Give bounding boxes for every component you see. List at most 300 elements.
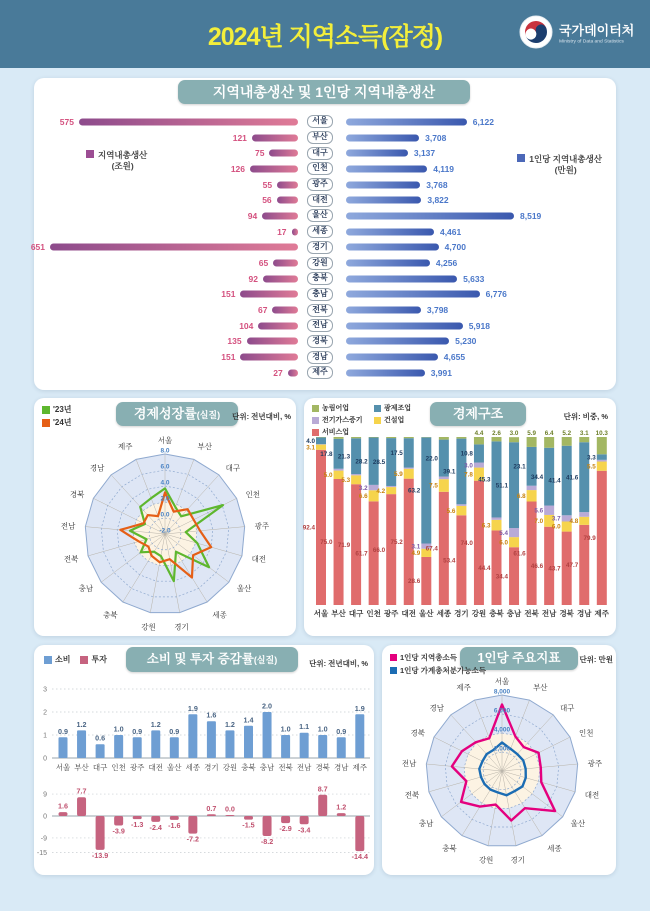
consumption-value: 0.9: [336, 726, 347, 736]
grdp-value-right: 4,461: [439, 226, 462, 237]
investment-bar: [318, 795, 327, 816]
investment-bar: [170, 816, 179, 820]
structure-segment-label: 3.1: [579, 430, 589, 437]
structure-segment: [562, 437, 572, 446]
structure-segment: [544, 437, 554, 448]
structure-segment-label: 45.3: [478, 476, 491, 484]
percapita-card: [382, 645, 616, 875]
consumption-bar: [114, 735, 123, 758]
grdp-bar-left: [247, 338, 298, 345]
grdp-row: [40, 114, 610, 130]
percapita-legend-income-label: 1인당 가계총처분가능소득: [400, 666, 486, 675]
structure-segment-label: 3.7: [551, 515, 561, 523]
structure-segment: [597, 471, 607, 605]
grdp-value-right: 5,918: [468, 320, 490, 331]
radar-axis-label: 대구: [559, 703, 575, 713]
structure-segment: [456, 504, 466, 506]
radar-axis-label: 경기: [174, 622, 189, 632]
radar-axis-label: 충남: [418, 818, 434, 828]
structure-legend-util-swatch: [312, 417, 319, 424]
radar-axis-label: 대전: [251, 554, 267, 564]
radar-axis-label: 전남: [60, 521, 76, 531]
grdp-row: [40, 349, 610, 365]
structure-segment: [474, 444, 484, 462]
structure-segment-label: 4.8: [569, 518, 579, 526]
consumption-bar: [300, 733, 309, 758]
structure-segment-label: 6.8: [516, 493, 526, 500]
grdp-value-right: 4,119: [433, 163, 455, 174]
ci-region-label: 전북: [278, 763, 293, 772]
investment-bar: [281, 816, 290, 823]
structure-segment-label: 17.5: [390, 450, 403, 458]
structure-segment-label: 75.2: [390, 539, 403, 547]
ci-legend-investment-swatch: [80, 656, 88, 664]
structure-segment-label: 71.9: [337, 541, 351, 549]
structure-segment-label: 61.6: [513, 550, 526, 558]
radar-tick-label: -2.0: [159, 527, 171, 535]
structure-segment-label: 92.4: [302, 524, 315, 532]
ci-region-label: 대구: [92, 763, 108, 772]
structure-segment-label: 34.4: [530, 473, 544, 481]
grdp-bar-right: [346, 197, 421, 204]
percapita-legend: [390, 652, 486, 676]
structure-legend-mfg-label: 광제조업: [384, 405, 412, 412]
ci-region-label: 제주: [352, 763, 368, 772]
structure-legend-svc-label: 서비스업: [322, 429, 350, 436]
grdp-value-left: 27: [273, 367, 283, 378]
grdp-bar-left: [50, 244, 298, 251]
grdp-value-right: 4,655: [443, 352, 466, 363]
investment-bar: [244, 816, 253, 820]
growth-title-main: 경제성장률: [133, 406, 197, 421]
grdp-value-left: 151: [221, 289, 236, 300]
consumption-bar: [151, 730, 160, 758]
ci-region-label: 인천: [111, 763, 126, 772]
growth-legend: [42, 404, 72, 428]
radar-axis-label: 충북: [442, 844, 457, 854]
ci-y-tick: 1: [43, 732, 47, 740]
radar-axis-label: 세종: [212, 610, 227, 620]
structure-segment-label: 53.4: [443, 557, 456, 565]
ci-legend-consumption-label: 소비: [55, 655, 71, 664]
structure-segment: [386, 486, 396, 487]
radar-axis-label: 경남: [429, 703, 445, 713]
structure-segment: [544, 506, 554, 515]
structure-segment: [439, 477, 449, 480]
investment-bar: [263, 816, 272, 836]
structure-segment-label: 7.0: [534, 518, 544, 526]
structure-segment-label: 41.4: [548, 477, 561, 485]
grdp-value-left: 17: [277, 226, 287, 237]
radar-axis-label: 부산: [533, 682, 548, 692]
structure-segment-label: 4.0: [306, 437, 315, 445]
grdp-bar-left: [277, 181, 298, 188]
ci-title-main: 소비 및 투자 증감률: [146, 652, 254, 666]
structure-x-label: 경기: [454, 609, 469, 618]
structure-segment: [404, 468, 414, 469]
structure-segment: [456, 515, 466, 605]
structure-segment: [509, 528, 519, 537]
structure-segment-label: 6.0: [499, 539, 509, 547]
investment-value: -1.3: [131, 820, 144, 830]
radar-tick-label: 2,000: [493, 745, 511, 753]
grdp-region-label: 울산: [307, 209, 332, 222]
structure-segment: [597, 462, 607, 471]
percapita-title: 1인당 주요지표: [460, 647, 578, 670]
agency-logo-icon: [519, 15, 553, 54]
grdp-value-right: 3,822: [427, 195, 449, 206]
investment-value: -2.4: [149, 822, 162, 832]
grdp-legend-left-unit: (조원): [111, 160, 134, 171]
ci-y-tick: 0: [43, 755, 47, 763]
grdp-region-label: 경남: [307, 351, 332, 364]
grdp-bar-left: [79, 118, 298, 125]
grdp-value-right: 3,991: [430, 367, 452, 378]
grdp-region-label: 세종: [307, 225, 332, 238]
consumption-value: 1.2: [150, 719, 161, 729]
grdp-bar-left: [273, 260, 298, 267]
structure-segment: [351, 437, 361, 438]
structure-x-label: 서울: [313, 609, 329, 618]
ci-region-label: 부산: [74, 763, 89, 772]
structure-segment-label: 3.1: [411, 543, 421, 551]
structure-legend-mfg-swatch: [374, 405, 381, 412]
growth-card: [34, 398, 296, 636]
structure-segment-label: 17.8: [320, 451, 333, 458]
grdp-value-left: 92: [248, 273, 258, 284]
structure-segment: [597, 460, 607, 462]
structure-legend-util-label: 전기가스증기: [322, 417, 363, 424]
ci-title-suffix: (실질): [253, 655, 278, 665]
structure-x-label: 광주: [383, 609, 399, 618]
structure-x-label: 인천: [366, 609, 381, 618]
structure-segment-label: 63.2: [408, 487, 421, 495]
grdp-region-label: 광주: [307, 178, 332, 191]
investment-value: 0.7: [206, 803, 217, 813]
grdp-legend-right-label: 1인당 지역내총생산: [529, 154, 602, 164]
structure-segment: [579, 437, 589, 442]
radar-axis-label: 울산: [236, 584, 252, 594]
grdp-row: [40, 208, 610, 224]
grdp-bar-right: [346, 307, 421, 314]
grdp-bar-left: [240, 291, 298, 298]
grdp-value-left: 135: [227, 336, 242, 347]
structure-segment: [509, 537, 519, 547]
structure-segment-label: 2.6: [492, 430, 501, 437]
grdp-chart: [30, 114, 610, 381]
structure-segment-label: 5.4: [499, 529, 509, 537]
structure-segment-label: 22.0: [425, 455, 438, 463]
grdp-value-right: 5,230: [455, 336, 477, 347]
structure-segment: [474, 481, 484, 605]
grdp-value-left: 126: [230, 163, 245, 174]
investment-bar: [188, 816, 197, 834]
structure-x-label: 대전: [401, 609, 416, 618]
structure-x-label: 울산: [419, 609, 434, 618]
structure-segment: [456, 506, 466, 515]
ci-region-label: 서울: [55, 763, 71, 772]
structure-segment-label: 43.7: [548, 565, 561, 573]
investment-value: -3.4: [297, 825, 311, 835]
structure-segment-label: 5.0: [323, 472, 333, 479]
grdp-bar-right: [346, 338, 449, 345]
structure-segment-label: 28.2: [355, 458, 368, 466]
investment-value: -1.5: [242, 820, 255, 830]
structure-x-label: 세종: [436, 609, 452, 618]
grdp-value-left: 575: [59, 116, 74, 127]
structure-segment-label: 47.7: [565, 562, 579, 570]
structure-segment-label: 46.6: [530, 563, 544, 571]
grdp-value-left: 75: [254, 148, 265, 159]
grdp-region-label: 부산: [307, 131, 332, 144]
ci-region-label: 경남: [334, 763, 349, 772]
ci-y-tick: 0: [43, 813, 47, 821]
grdp-bar-left: [258, 322, 298, 329]
ci-chart: [34, 677, 374, 873]
structure-segment-label: 5.9: [393, 470, 403, 478]
radar-axis-label: 인천: [245, 489, 261, 499]
structure-segment: [404, 437, 414, 438]
structure-segment: [527, 437, 537, 447]
grdp-row: [40, 224, 610, 240]
radar-axis-label: 전남: [401, 759, 417, 769]
growth-title: [116, 402, 238, 426]
grdp-bar-right: [346, 322, 463, 329]
grdp-value-right: 4,700: [444, 242, 466, 253]
consumption-value: 0.9: [58, 726, 68, 736]
radar-axis-label: 제주: [456, 682, 471, 692]
consumption-value: 1.9: [354, 703, 365, 713]
ci-y-tick: 2: [43, 709, 47, 717]
radar-tick-label: 4.0: [160, 479, 170, 487]
ci-region-label: 광주: [129, 763, 145, 772]
structure-segment: [386, 487, 396, 494]
structure-segment-label: 28.5: [372, 459, 386, 467]
percapita-unit-note: 단위: 만원: [579, 655, 613, 664]
structure-segment: [597, 454, 607, 460]
structure-segment: [492, 517, 502, 519]
investment-value: -3.9: [112, 826, 125, 836]
grdp-row: [40, 161, 610, 177]
consumption-value: 1.0: [280, 724, 291, 734]
consumption-value: 0.9: [132, 726, 143, 736]
structure-x-label: 경남: [577, 609, 592, 618]
grdp-row: [40, 302, 610, 318]
grdp-region-label: 전북: [307, 304, 332, 317]
structure-segment: [579, 517, 589, 525]
investment-bar: [300, 816, 309, 824]
grdp-bar-right: [346, 260, 430, 267]
ci-y-tick: -15: [36, 850, 47, 858]
structure-segment-label: 41.6: [565, 474, 579, 482]
consumption-value: 1.2: [224, 719, 235, 729]
structure-segment: [492, 437, 502, 441]
structure-segment-label: 4.4: [474, 430, 484, 437]
radar-axis-label: 세종: [547, 844, 562, 854]
grdp-region-label: 전남: [307, 319, 332, 332]
grdp-value-left: 94: [247, 210, 258, 221]
page-header: [0, 0, 650, 68]
structure-segment: [404, 469, 414, 479]
grdp-value-left: 151: [221, 352, 236, 363]
structure-segment-label: 7.5: [429, 482, 438, 490]
structure-segment: [334, 469, 344, 471]
radar-tick-label: 8,000: [493, 688, 511, 696]
grdp-bar-left: [269, 150, 298, 157]
structure-segment: [439, 437, 449, 440]
structure-segment-label: 4.2: [376, 487, 386, 495]
investment-value: -8.2: [260, 837, 274, 847]
ci-legend-consumption-swatch: [44, 656, 52, 664]
radar-axis-label: 광주: [254, 521, 270, 531]
investment-value: 1.2: [336, 802, 347, 812]
radar-axis-label: 대전: [584, 790, 600, 800]
grdp-bar-right: [346, 275, 457, 282]
page-title: 2024년 지역소득(잠정): [207, 23, 443, 51]
radar-tick-label: 8.0: [160, 447, 170, 455]
consumption-bar: [244, 726, 253, 758]
structure-segment: [456, 437, 466, 439]
grdp-value-left: 104: [239, 320, 254, 331]
investment-bar: [59, 812, 68, 816]
consumption-value: 1.1: [299, 722, 310, 732]
growth-legend-23-swatch: [42, 406, 50, 414]
structure-legend-agri-swatch: [312, 405, 319, 412]
grdp-value-right: 3,798: [426, 305, 449, 316]
grdp-bar-left: [277, 197, 298, 204]
structure-segment: [509, 442, 519, 528]
investment-value: -13.9: [91, 850, 109, 860]
grdp-row: [40, 192, 610, 208]
investment-bar: [337, 813, 346, 816]
consumption-value: 1.0: [113, 724, 124, 734]
consumption-bar: [318, 735, 327, 758]
structure-segment-label: 3.0: [464, 462, 473, 470]
investment-bar: [225, 815, 234, 816]
structure-segment-label: 3.0: [509, 430, 519, 438]
investment-bar: [77, 797, 86, 816]
percapita-radar-chart: [382, 679, 616, 875]
ci-region-label: 경북: [315, 763, 330, 772]
growth-legend-24-swatch: [42, 419, 50, 427]
structure-segment: [316, 445, 326, 450]
grdp-bar-left: [292, 228, 298, 235]
radar-axis-label: 경기: [510, 855, 526, 865]
consumption-investment-card: [34, 645, 374, 875]
structure-segment: [474, 437, 484, 444]
percapita-legend-income-swatch: [390, 667, 397, 674]
ci-y-tick: -9: [40, 835, 47, 843]
consumption-bar: [170, 737, 179, 758]
grdp-value-right: 6,776: [485, 289, 507, 300]
radar-axis-label: 대구: [225, 463, 241, 473]
investment-value: 1.6: [58, 801, 68, 811]
consumption-value: 1.0: [317, 724, 328, 734]
structure-segment: [386, 437, 396, 438]
structure-segment: [492, 441, 502, 517]
consumption-value: 1.2: [76, 719, 87, 729]
agency-name: 국가데이터처: [558, 23, 635, 39]
structure-segment-label: 23.1: [513, 463, 526, 471]
grdp-bar-right: [346, 181, 420, 188]
structure-segment: [351, 474, 361, 475]
investment-value: 8.7: [317, 784, 328, 794]
grdp-legend-right-unit: (만원): [554, 164, 577, 175]
structure-segment: [439, 479, 449, 492]
agency-logo: [519, 15, 638, 54]
ci-region-label: 울산: [167, 763, 182, 772]
radar-axis-label: 강원: [478, 855, 494, 865]
structure-x-label: 제주: [594, 609, 610, 618]
percapita-legend-gni-swatch: [390, 654, 397, 661]
growth-legend-23-label: '23년: [53, 405, 72, 414]
structure-chart: [304, 432, 616, 632]
structure-segment: [404, 438, 414, 467]
structure-segment: [369, 437, 379, 438]
investment-value: -7.2: [186, 834, 200, 844]
consumption-value: 2.0: [262, 701, 273, 711]
structure-x-label: 부산: [331, 609, 346, 618]
grdp-row: [40, 255, 610, 271]
structure-segment-label: 51.1: [495, 482, 509, 490]
structure-segment: [579, 442, 589, 512]
radar-tick-label: 6,000: [493, 707, 511, 715]
grdp-row: [40, 365, 610, 381]
structure-segment-label: 3.3: [587, 454, 596, 462]
radar-axis-label: 광주: [587, 759, 603, 769]
structure-segment-label: 28.6: [408, 578, 421, 586]
ci-region-label: 전남: [296, 763, 312, 772]
radar-axis-label: 전북: [404, 790, 420, 800]
consumption-value: 1.6: [206, 710, 217, 720]
structure-x-label: 경북: [559, 609, 574, 618]
grdp-row: [40, 271, 610, 287]
grdp-bar-right: [346, 291, 480, 298]
growth-radar-chart: [34, 430, 296, 634]
ci-unit-note: 단위: 전년대비, %: [309, 659, 368, 668]
radar-tick-label: 0.0: [160, 511, 170, 519]
consumption-bar: [281, 735, 290, 758]
grdp-region-label: 대전: [307, 194, 332, 207]
structure-segment: [421, 557, 431, 605]
consumption-bar: [207, 721, 216, 758]
structure-segment-label: 6.0: [551, 523, 561, 531]
grdp-region-label: 경북: [307, 335, 332, 348]
structure-segment-label: 5.9: [527, 430, 536, 437]
radar-axis-label: 인천: [578, 728, 594, 738]
ci-y-tick: 9: [43, 791, 47, 799]
grdp-card: [30, 78, 616, 390]
consumption-bar: [59, 737, 68, 758]
investment-value: 7.7: [76, 786, 87, 796]
structure-segment: [597, 437, 607, 454]
grdp-value-left: 56: [262, 195, 272, 206]
structure-segment: [351, 484, 361, 605]
structure-card: [304, 398, 616, 636]
structure-segment-label: 21.3: [337, 453, 351, 461]
grdp-bar-right: [346, 369, 425, 376]
structure-segment: [509, 437, 519, 442]
percapita-legend-gni-label: 1인당 지역총소득: [400, 653, 457, 662]
structure-segment: [421, 437, 431, 543]
grdp-bar-left: [288, 369, 298, 376]
grdp-bar-right: [346, 150, 408, 157]
grdp-bar-left: [252, 134, 298, 141]
structure-segment: [527, 502, 537, 605]
structure-segment-label: 5.3: [341, 476, 351, 484]
structure-legend-agri-label: 농림어업: [322, 405, 350, 412]
investment-value: 0.0: [224, 804, 235, 814]
